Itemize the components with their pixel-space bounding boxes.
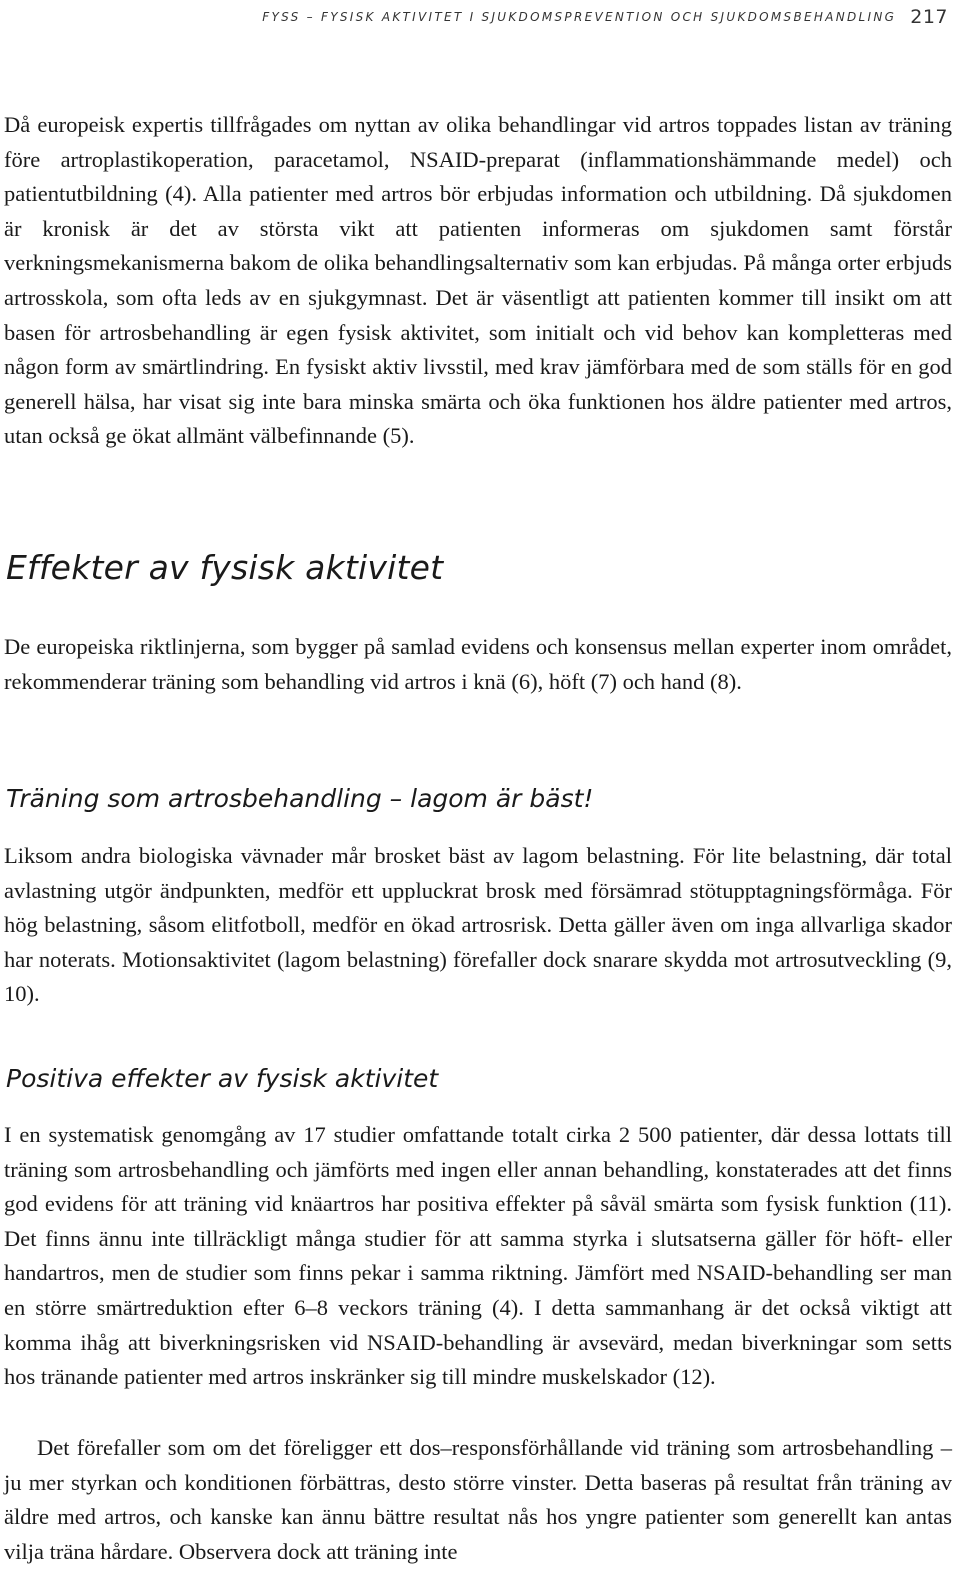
section-heading-effects: Effekter av fysisk aktivitet [6, 548, 444, 587]
running-header [0, 0, 948, 34]
subsection-heading-positive-effects: Positiva effekter av fysisk aktivitet [6, 1064, 439, 1093]
paragraph-positive-effects: I en systematisk genomgång av 17 studier omfattande totalt cirka 2 500 patienter, där dessa lottats till träning som artrosbehandling och jämförts med ingen eller annan behandling, konstaterades att det finns god evidens för att träning vid knäartros har positiva effekter på såväl smärta som fysisk funktion (11). Det finns ännu inte tillräckligt många studier för att samma styrka i slutsatserna gäller för höft- eller handartros, men de studier som finns pekar i samma riktning. Jämfört med NSAID-behandling ser man en större smärtreduktion efter 6–8 veckors träning (4). I detta sammanhang är det också viktigt att komma ihåg att biverkningsrisken vid NSAID-behandling är avsevärd, medan biverkningar som setts hos tränande patienter med artros inskränker sig till mindre muskelskador (12). [4, 1122, 952, 1390]
paragraph-dose-response: Det förefaller som om det föreligger ett dos–responsförhållande vid träning som artrosbehandling – ju mer styrkan och konditionen förbättras, desto större vinster. Detta baseras på resultat från träning av äldre med artros, och kanske kan ännu bättre resultat nås hos yngre patienter som generellt kan antas vilja träna hårdare. Observera dock att träning inte [4, 1435, 952, 1564]
paragraph-intro: Då europeisk expertis tillfrågades om nyttan av olika behandlingar vid artros toppades listan av träning före artroplastikoperation, paracetamol, NSAID-preparat (inflammationshämmande medel) och patientutbildning (4). Alla patienter med artros bör erbjudas information och utbildning. Då sjukdomen är kronisk är det av största vikt att patienten informeras om sjukdomen samt förstår verkningsmekanismerna bakom de olika behandlingsalternativ som kan erbjudas. På många orter erbjuds artrosskola, som ofta leds av en sjukgymnast. Det är väsentligt att patienten kommer till insikt om att basen för artrosbehandling är egen fysisk aktivitet, som initialt och vid behov kan kompletteras med någon form av smärtlindring. En fysiskt aktiv livsstil, med krav jämförbara med de som ställs för en god generell hälsa, har visat sig inte bara minska smärta och öka funktionen hos äldre patienter med artros, utan också ge ökat allmänt välbefinnande (5). [4, 112, 952, 449]
subsection-heading-training: Träning som artrosbehandling – lagom är bäst! [6, 784, 594, 813]
page-number: 217 [910, 6, 948, 28]
paragraph-training: Liksom andra biologiska vävnader mår brosket bäst av lagom belastning. För lite belastning, där total avlastning utgör ändpunkten, medför ett uppluckrat brosk med försämrad stötupptagningsförmåga. För hög belastning, såsom elitfotboll, medför en ökad artrosrisk. Detta gäller även om inga allvarliga skador har noterats. Motionsaktivitet (lagom belastning) förefaller dock snarare skydda mot artrosutveckling (9, 10). [4, 843, 952, 1007]
paragraph-effects: De europeiska riktlinjerna, som bygger på samlad evidens och konsensus mellan experter inom området, rekommenderar träning som behandling vid artros i knä (6), höft (7) och hand (8). [4, 634, 952, 694]
running-header-title: FYSS – FYSISK AKTIVITET I SJUKDOMSPREVENTION OCH SJUKDOMSBEHANDLING [262, 10, 897, 24]
